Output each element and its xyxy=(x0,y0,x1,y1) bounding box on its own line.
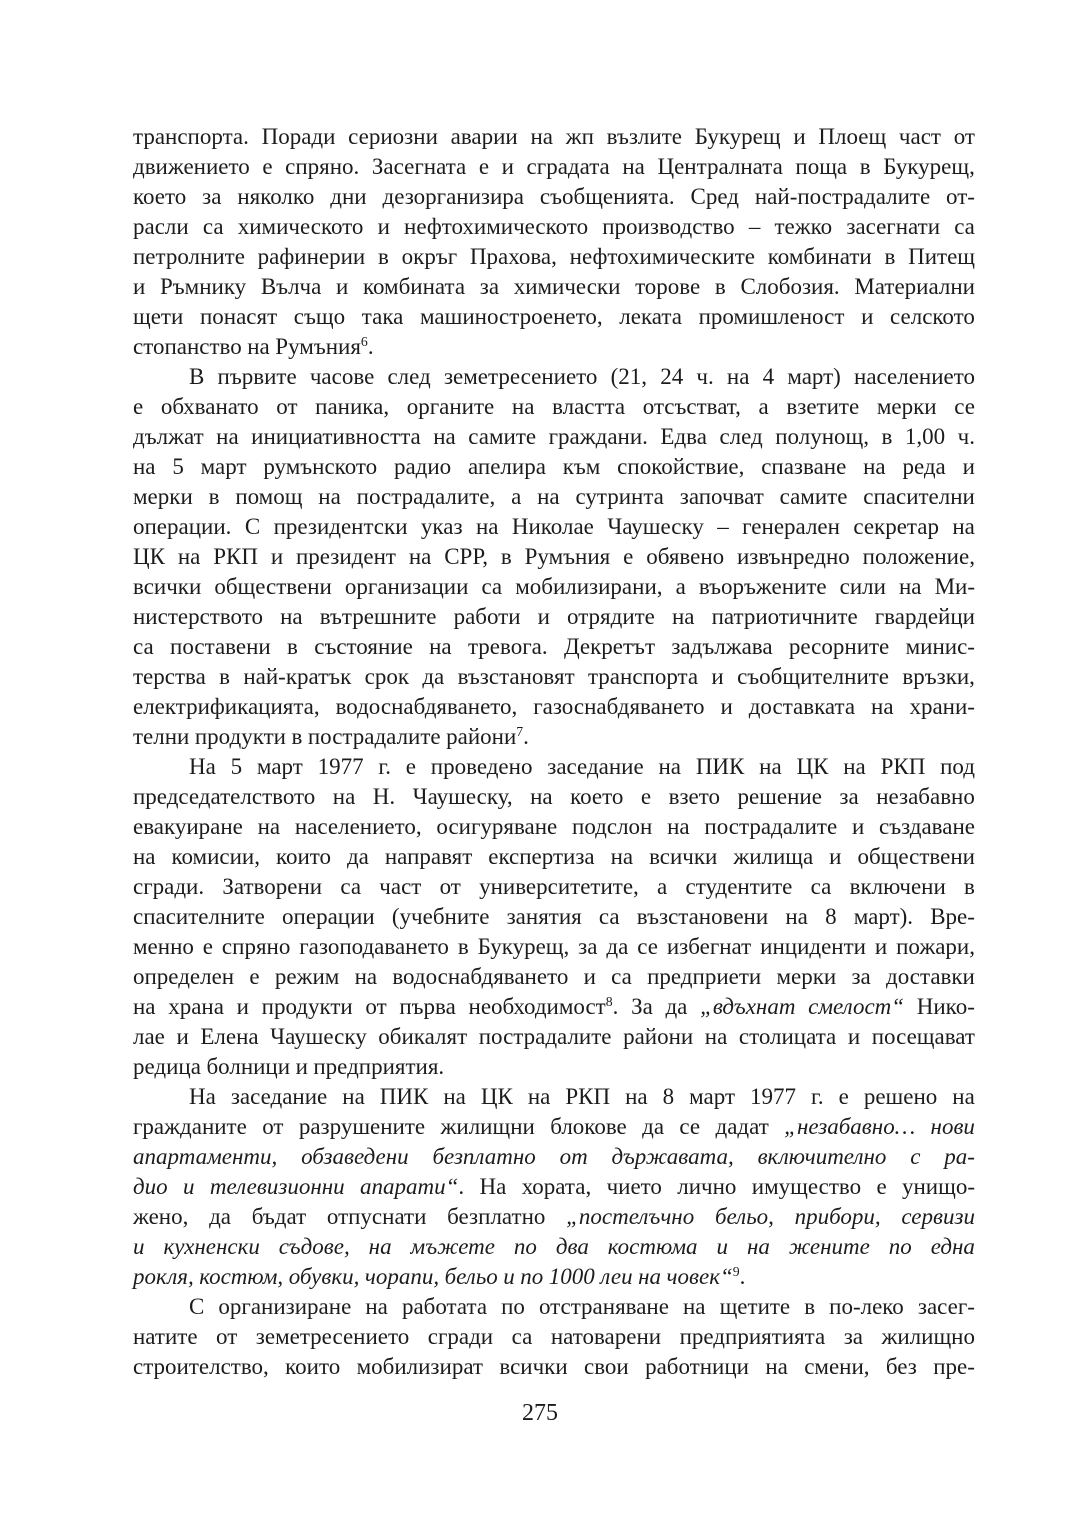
text-line: е обхванато от паника, органите на властта отсъстват, а взетите мерки се xyxy=(133,394,975,419)
text-line: на храна и продукти от първа необходимост$^8$. За да „вдъхнат смелост“ Нико- xyxy=(133,994,975,1019)
page-text xyxy=(133,122,975,1382)
text-line: на 5 март румънското радио апелира към спокойствие, спазване на реда и xyxy=(133,454,975,479)
text-line: гражданите от разрушените жилищни блокове да се дадат „незабавно… нови xyxy=(133,1114,975,1139)
text-line: са поставени в състояние на тревога. Декретът задължава ресорните минис- xyxy=(133,634,975,659)
paragraph xyxy=(133,1292,975,1382)
text-line: расли са химическото и нефтохимическото производство – тежко засегнати са xyxy=(133,214,975,239)
text-line: движението е спряно. Засегната е и сградата на Централната поща в Букурещ, xyxy=(133,154,975,179)
text-line: спасителните операции (учебните занятия са възстановени на 8 март). Вре- xyxy=(133,904,975,929)
text-line: На заседание на ПИК на ЦК на РКП на 8 март 1977 г. е решено на xyxy=(189,1084,975,1109)
text-line: председателството на Н. Чаушеску, на което е взето решение за незабавно xyxy=(133,784,975,809)
text-line: операции. С президентски указ на Николае Чаушеску – генерален секретар на xyxy=(133,514,975,539)
text-line: лае и Елена Чаушеску обикалят пострадалите райони на столицата и посещават xyxy=(133,1024,975,1049)
text-line: дио и телевизионни апарати“. На хората, чието лично имущество е унищо- xyxy=(133,1174,975,1199)
text-line: ЦК на РКП и президент на СРР, в Румъния е обявено извънредно положение, xyxy=(133,544,975,569)
text-line: С организиране на работата по отстраняване на щетите в по-леко засег- xyxy=(189,1294,975,1319)
text-line: стопанство на Румъния$^6$. xyxy=(133,334,374,359)
text-line: жено, да бъдат отпуснати безплатно „постелъчно бельо, прибори, сервизи xyxy=(133,1204,975,1229)
paragraph xyxy=(133,752,975,1082)
text-line: всички обществени организации са мобилизирани, а въоръжените сили на Ми- xyxy=(133,574,975,599)
text-line: В първите часове след земетресението (21, 24 ч. на 4 март) населението xyxy=(189,364,975,389)
text-line: евакуиране на населението, осигуряване подслон на пострадалите и създаване xyxy=(133,814,975,839)
text-line: натите от земетресението сгради са натоварени предприятията за жилищно xyxy=(133,1324,975,1349)
text-line: и Ръмнику Вълча и комбината за химически торове в Слобозия. Материални xyxy=(133,274,975,299)
text-line: мерки в помощ на пострадалите, а на сутринта започват самите спасителни xyxy=(133,484,975,509)
text-line: терства в най-кратък срок да възстановят транспорта и съобщителните връзки, xyxy=(133,664,975,689)
text-line: което за няколко дни дезорганизира съобщенията. Сред най-пострадалите от- xyxy=(133,184,975,209)
text-line: сгради. Затворени са част от университетите, а студентите са включени в xyxy=(133,874,975,899)
text-line: менно е спряно газоподаването в Букурещ, за да се избегнат инциденти и пожари, xyxy=(133,934,975,959)
text-line: щети понасят също така машиностроенето, леката промишленост и селското xyxy=(133,304,975,329)
text-line: петролните рафинерии в окръг Прахова, нефтохимическите комбинати в Питещ xyxy=(133,244,975,269)
text-line: рокля, костюм, обувки, чорапи, бельо и по 1000 леи на човек“$^9$. xyxy=(133,1264,746,1289)
text-line: строителство, които мобилизират всички свои работници на смени, без пре- xyxy=(133,1354,975,1379)
text-line: апартаменти, обзаведени безплатно от държавата, включително с ра- xyxy=(133,1144,975,1169)
paragraph xyxy=(133,1082,975,1292)
text-line: нистерството на вътрешните работи и отрядите на патриотичните гвардейци xyxy=(133,604,975,629)
paragraph xyxy=(133,122,975,362)
text-line: определен е режим на водоснабдяването и са предприети мерки за доставки xyxy=(133,964,975,989)
text-line: и кухненски съдове, на мъжете по два костюма и на жените по една xyxy=(133,1234,975,1259)
text-line: транспорта. Поради сериозни аварии на жп възлите Букурещ и Плоещ част от xyxy=(133,124,975,149)
page-number: 275 xyxy=(522,1400,558,1426)
text-line: редица болници и предприятия. xyxy=(133,1054,445,1079)
text-line: телни продукти в пострадалите райони$^7$. xyxy=(133,724,529,749)
text-line: На 5 март 1977 г. е проведено заседание на ПИК на ЦК на РКП под xyxy=(189,754,975,779)
text-line: дължат на инициативността на самите граждани. Едва след полунощ, в 1,00 ч. xyxy=(133,424,975,449)
text-line: на комисии, които да направят експертиза на всички жилища и обществени xyxy=(133,844,975,869)
paragraph xyxy=(133,362,975,752)
text-line: електрификацията, водоснабдяването, газоснабдяването и доставката на храни- xyxy=(133,694,975,719)
